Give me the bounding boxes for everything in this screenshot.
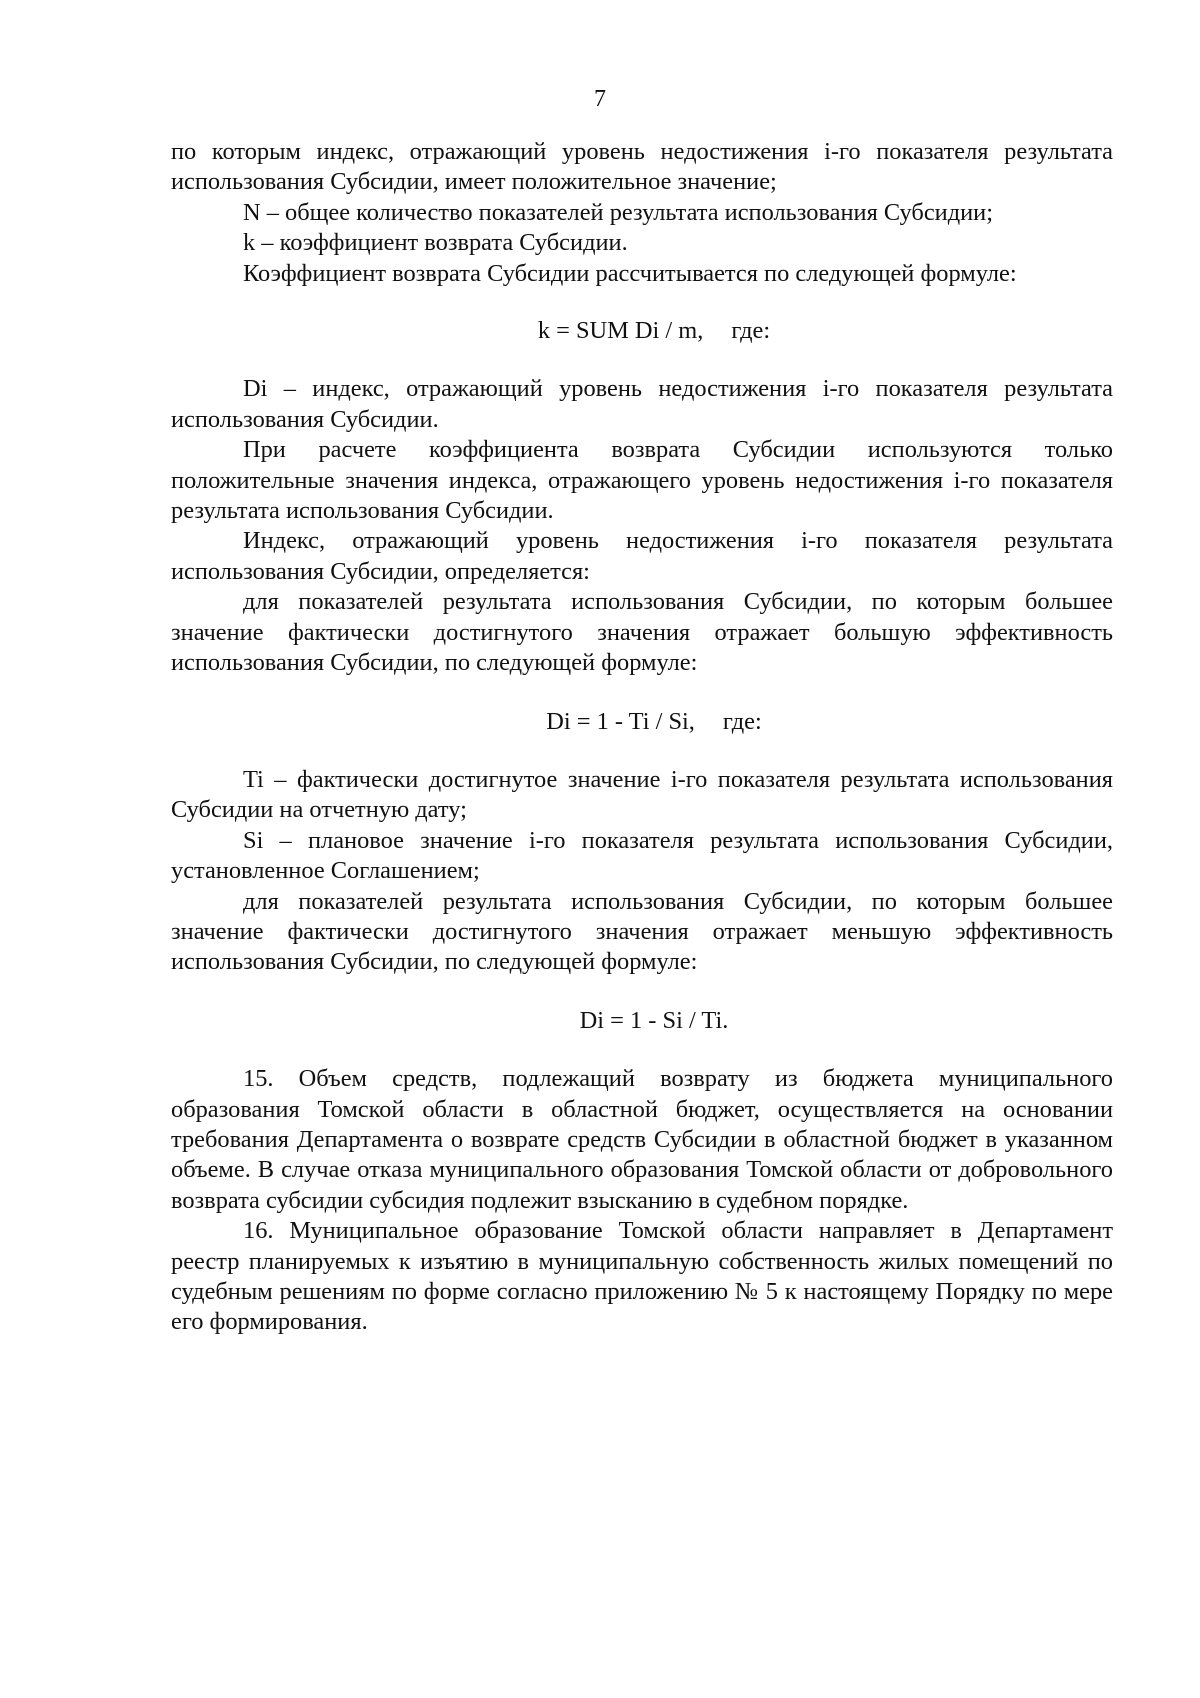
paragraph-continuation: по которым индекс, отражающий уровень недостижения i-го показателя результата использования Субсидии, имеет положительное значение; [171, 138, 1113, 196]
page-number: 7 [594, 86, 606, 112]
paragraph-di-definition: Di – индекс, отражающий уровень недостижения i-го показателя результата использования Субсидии. [171, 375, 1113, 433]
paragraph-higher-better: для показателей результата использования Субсидии, по которым большее значение фактически достигнутого значения отражает большую эффективность использования Субсидии, по следующей формуле: [171, 588, 1113, 677]
formula-di-suffix: где: [722, 707, 762, 735]
paragraph-si-definition: Si – плановое значение i-го показателя результата использования Субсидии, установленное Соглашением; [171, 826, 1113, 885]
formula-k-suffix: где: [731, 317, 771, 345]
paragraph-n-definition: N – общее количество показателей результата использования Субсидии; [243, 198, 993, 226]
paragraph-ti-definition: Ti – фактически достигнутое значение i-го показателя результата использования Субсидии на отчетную дату; [171, 765, 1113, 824]
paragraph-positive-values: При расчете коэффициента возврата Субсидии используются только положительные значения индекса, отражающего уровень недостижения i-го показателя результата использования Субсидии. [171, 436, 1113, 525]
formula-di-lower-better: Di = 1 - Si / Ti. [579, 1006, 729, 1034]
formula-k-expression: k = SUM Di / m, [537, 317, 704, 345]
document-body [171, 137, 1113, 1338]
formula-k [171, 316, 1113, 346]
formula-di-expression: Di = 1 - Ti / Si, [546, 707, 695, 735]
paragraph-k-definition: k – коэффициент возврата Субсидии. [243, 229, 628, 257]
formula-di-higher-better [171, 707, 1113, 737]
paragraph-k-formula-intro: Коэффициент возврата Субсидии рассчитывается по следующей формуле: [243, 259, 1017, 287]
paragraph-item-15: 15. Объем средств, подлежащий возврату из бюджета муниципального образования Томской области в областной бюджет, осуществляется на основании требования Департамента о возврате средств Субсидии в областной бюджет в указанном объеме. В случае отказа муниципального образования Томской области от добровольного возврата субсидии субсидия подлежит взысканию в судебном порядке. [171, 1065, 1113, 1214]
paragraph-item-16: 16. Муниципальное образование Томской области направляет в Департамент реестр планируемых к изъятию в муниципальную собственность жилых помещений по судебным решениям по форме согласно приложению № 5 к настоящему Порядку по мере его формирования. [171, 1217, 1113, 1336]
paragraph-lower-better: для показателей результата использования Субсидии, по которым большее значение фактически достигнутого значения отражает меньшую эффективность использования Субсидии, по следующей формуле: [171, 887, 1113, 976]
paragraph-index-determined: Индекс, отражающий уровень недостижения i-го показателя результата использования Субсидии, определяется: [171, 527, 1113, 585]
